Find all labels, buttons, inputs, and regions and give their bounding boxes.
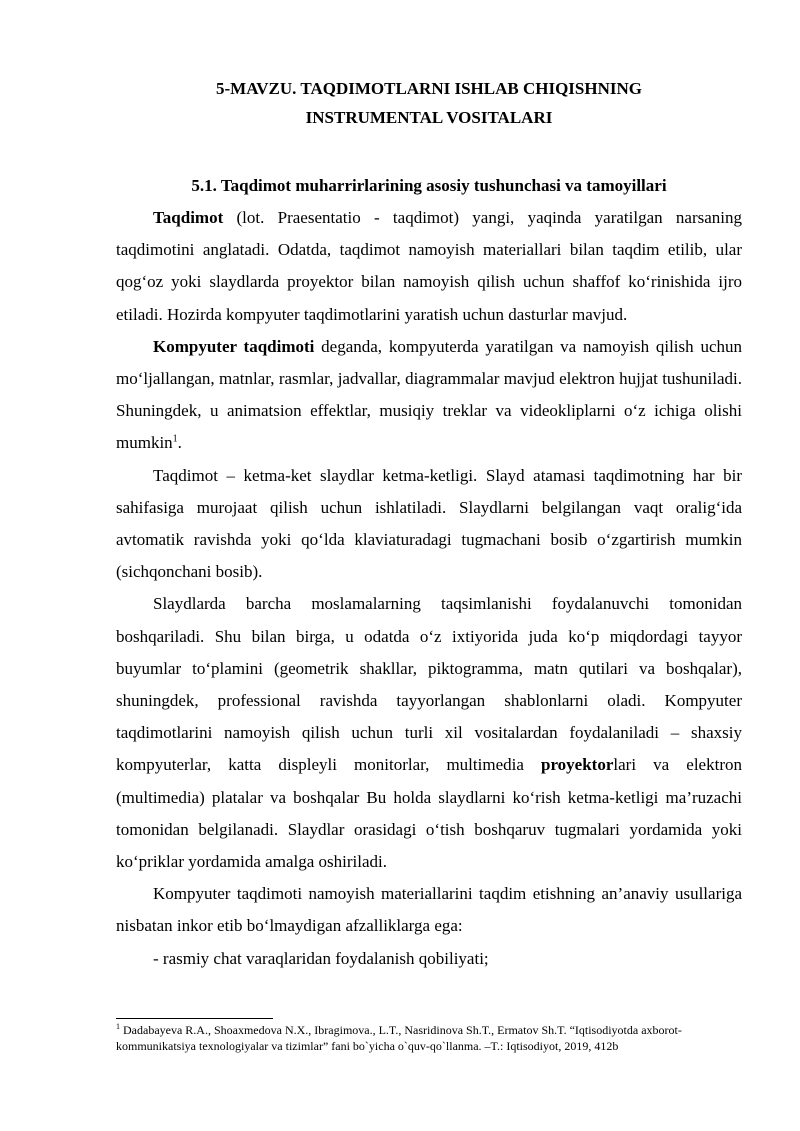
paragraph-slaydlarda bbox=[116, 588, 742, 878]
chapter-title-line-1: 5-MAVZU. TAQDIMOTLARNI ISHLAB CHIQISHNING bbox=[215, 79, 642, 98]
term-proyektor: proyektor bbox=[540, 755, 614, 775]
paragraph-text: lari va elektron (multimedia) platalar va boshqalar Bu holda slaydlarni ko‘rish ketma-ketligi ma’ruzachi tomonidan belgilanadi. Slaydlar orasidagi o‘tish boshqaruv tugmalari yordamida yoki ko‘priklar yordamida amalga oshiriladi. bbox=[116, 755, 742, 872]
chapter-title bbox=[60, 74, 798, 132]
list-item-chat: - rasmiy chat varaqlaridan foydalanish qobiliyati; bbox=[153, 948, 489, 968]
term-taqdimot: Taqdimot bbox=[153, 208, 224, 227]
paragraph-end: . bbox=[177, 433, 182, 453]
paragraph-text: (lot. Praesentatio - taqdimot) yangi, yaqinda yaratilgan narsaning taqdimotini anglatadi. Odatda, taqdimot namoyish materiallari bilan taqdim etilib, ular qog‘oz yoki slaydlarda proyektor bilan namoyish qilish uchun shaffof ko‘rinishida ijro etiladi. Hozirda kompyuter taqdimotlarini yaratish uchun dasturlar mavjud. bbox=[116, 208, 742, 324]
footnote-marker: 1 bbox=[116, 1022, 120, 1031]
chapter-title-line-2: INSTRUMENTAL VOSITALARI bbox=[305, 108, 553, 127]
term-kompyuter-taqdimoti: Kompyuter taqdimoti bbox=[153, 336, 315, 356]
paragraph-afzalliklar: Kompyuter taqdimoti namoyish materiallarini taqdim etishning an’anaviy usullariga nisbatan inkor etib bo‘lmaydigan afzalliklarga ega: bbox=[116, 884, 742, 936]
paragraph-slayd: Taqdimot – ketma-ket slaydlar ketma-ketligi. Slayd atamasi taqdimotning har bir sahifasiga murojaat qilish uchun ishlatiladi. Slaydlarni belgilangan vaqt oralig‘ida avtomatik ravishda yoki qo‘lda klaviaturadagi tugmachani bosib o‘zgartirish mumkin (sichqonchani bosib). bbox=[116, 465, 742, 582]
footnote-text: Dadabayeva R.A., Shoaxmedova N.X., Ibragimova., L.T., Nasridinova Sh.T., Ermatov Sh.T. “Iqtisodiyotda axborot-kommunikatsiya texnologiyalar va tizimlar” fani bo`yicha o`quv-qo`llanma. –T.: Iqtisodiyot, 2019, 412b bbox=[116, 1023, 682, 1053]
body-text bbox=[116, 202, 742, 975]
paragraph-kompyuter-taqdimoti bbox=[116, 331, 742, 460]
footnote bbox=[116, 1022, 746, 1054]
section-title: 5.1. Taqdimot muharrirlarining asosiy tushunchasi va tamoyillari bbox=[191, 176, 667, 195]
footnote-separator bbox=[116, 1018, 273, 1019]
paragraph-text: Slaydlarda barcha moslamalarning taqsimlanishi foydalanuvchi tomonidan boshqariladi. Shu bilan birga, u odatda o‘z ixtiyorida juda ko‘p miqdordagi tayyor buyumlar to‘plamini (geometrik shakllar, piktogramma, matn qutilari va boshqalar), shuningdek, professional ravishda tayyorlangan shablonlarni oladi. Kompyuter taqdimotlarini namoyish qilish uchun turli xil vositalardan foydalaniladi – shaxsiy kompyuterlar, katta displeyli monitorlar, multimedia bbox=[116, 594, 742, 775]
paragraph-text: deganda, kompyuterda yaratilgan va namoyish qilish uchun mo‘ljallangan, matnlar, rasmlar, jadvallar, diagrammalar mavjud elektron hujjat tushuniladi. Shuningdek, u animatsion effektlar, musiqiy treklar va videokliplarni o‘z ichiga olishi mumkin bbox=[116, 336, 742, 453]
paragraph-taqdimot bbox=[116, 202, 742, 331]
footnote-reference[interactable]: 1 bbox=[172, 433, 178, 445]
